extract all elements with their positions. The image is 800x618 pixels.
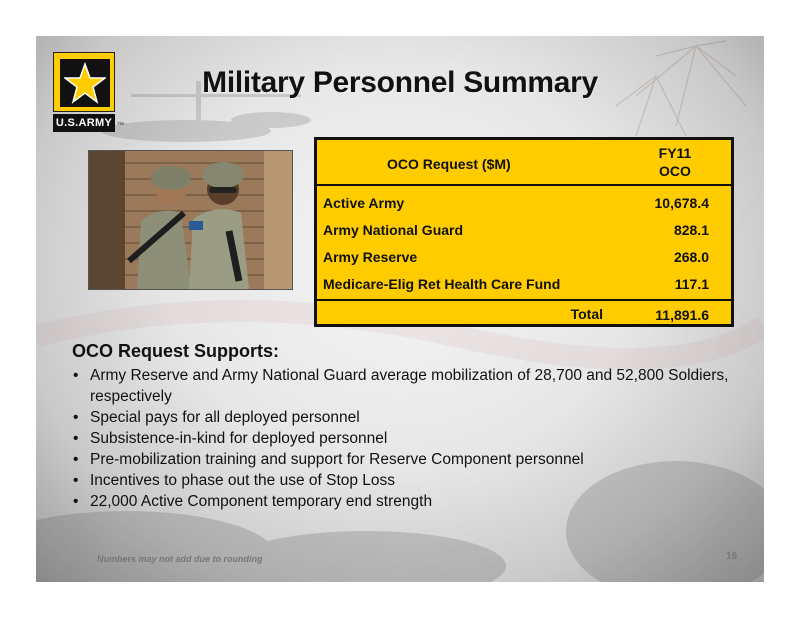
row-value: 828.1: [673, 222, 709, 238]
table-row: [317, 190, 731, 217]
list-item: [72, 449, 752, 470]
bullet: •: [73, 430, 79, 447]
table-row: [317, 217, 731, 244]
row-label: Medicare-Elig Ret Health Care Fund: [323, 276, 561, 292]
list-item-text: Special pays for all deployed personnel: [90, 409, 360, 426]
logo-text: U.S.ARMY: [53, 114, 115, 132]
slide: [36, 36, 764, 582]
row-value: 117.1: [674, 276, 709, 292]
supports-list: [72, 365, 752, 512]
list-item: [72, 491, 752, 512]
row-label: Active Army: [323, 195, 405, 211]
list-item: [72, 365, 752, 407]
soldiers-photo: [88, 150, 293, 290]
list-item-text: 22,000 Active Component temporary end strength: [90, 493, 433, 510]
row-value: 10,678.4: [654, 195, 709, 211]
bullet: •: [73, 472, 79, 489]
bullet: •: [73, 493, 79, 510]
table-header-label: OCO Request ($M): [387, 156, 511, 172]
list-item-text: Incentives to phase out the use of Stop Loss: [90, 472, 396, 489]
table-header: [317, 140, 731, 186]
table-total-row: [317, 299, 731, 329]
page-title: Military Personnel Summary: [202, 66, 598, 99]
table-header-column: [645, 144, 705, 180]
row-label: Army Reserve: [323, 249, 418, 265]
table-row: [317, 271, 731, 298]
oco-request-table: [314, 137, 734, 327]
list-item: [72, 407, 752, 428]
bullet: •: [73, 451, 79, 468]
list-item: [72, 428, 752, 449]
row-label: Army National Guard: [323, 222, 464, 238]
header-col-line2: OCO: [659, 163, 691, 179]
header-col-line1: FY11: [658, 145, 692, 161]
page-number: 16: [726, 551, 738, 562]
bullet: •: [73, 409, 79, 426]
supports-heading: OCO Request Supports:: [72, 341, 280, 361]
row-value: 268.0: [673, 249, 709, 265]
list-item-text: Army Reserve and Army National Guard average mobilization of 28,700 and 52,800 Soldiers, respectively: [90, 367, 729, 405]
total-label: Total: [570, 306, 603, 322]
list-item-text: Subsistence-in-kind for deployed personnel: [90, 430, 388, 447]
bullet: •: [73, 367, 79, 384]
table-row: [317, 244, 731, 271]
list-item: [72, 470, 752, 491]
footnote: Numbers may not add due to rounding: [97, 554, 263, 564]
supports-section: [72, 341, 752, 512]
total-value: 11,891.6: [655, 307, 709, 323]
list-item-text: Pre-mobilization training and support for Reserve Component personnel: [90, 451, 584, 468]
trademark: ™: [117, 122, 124, 129]
